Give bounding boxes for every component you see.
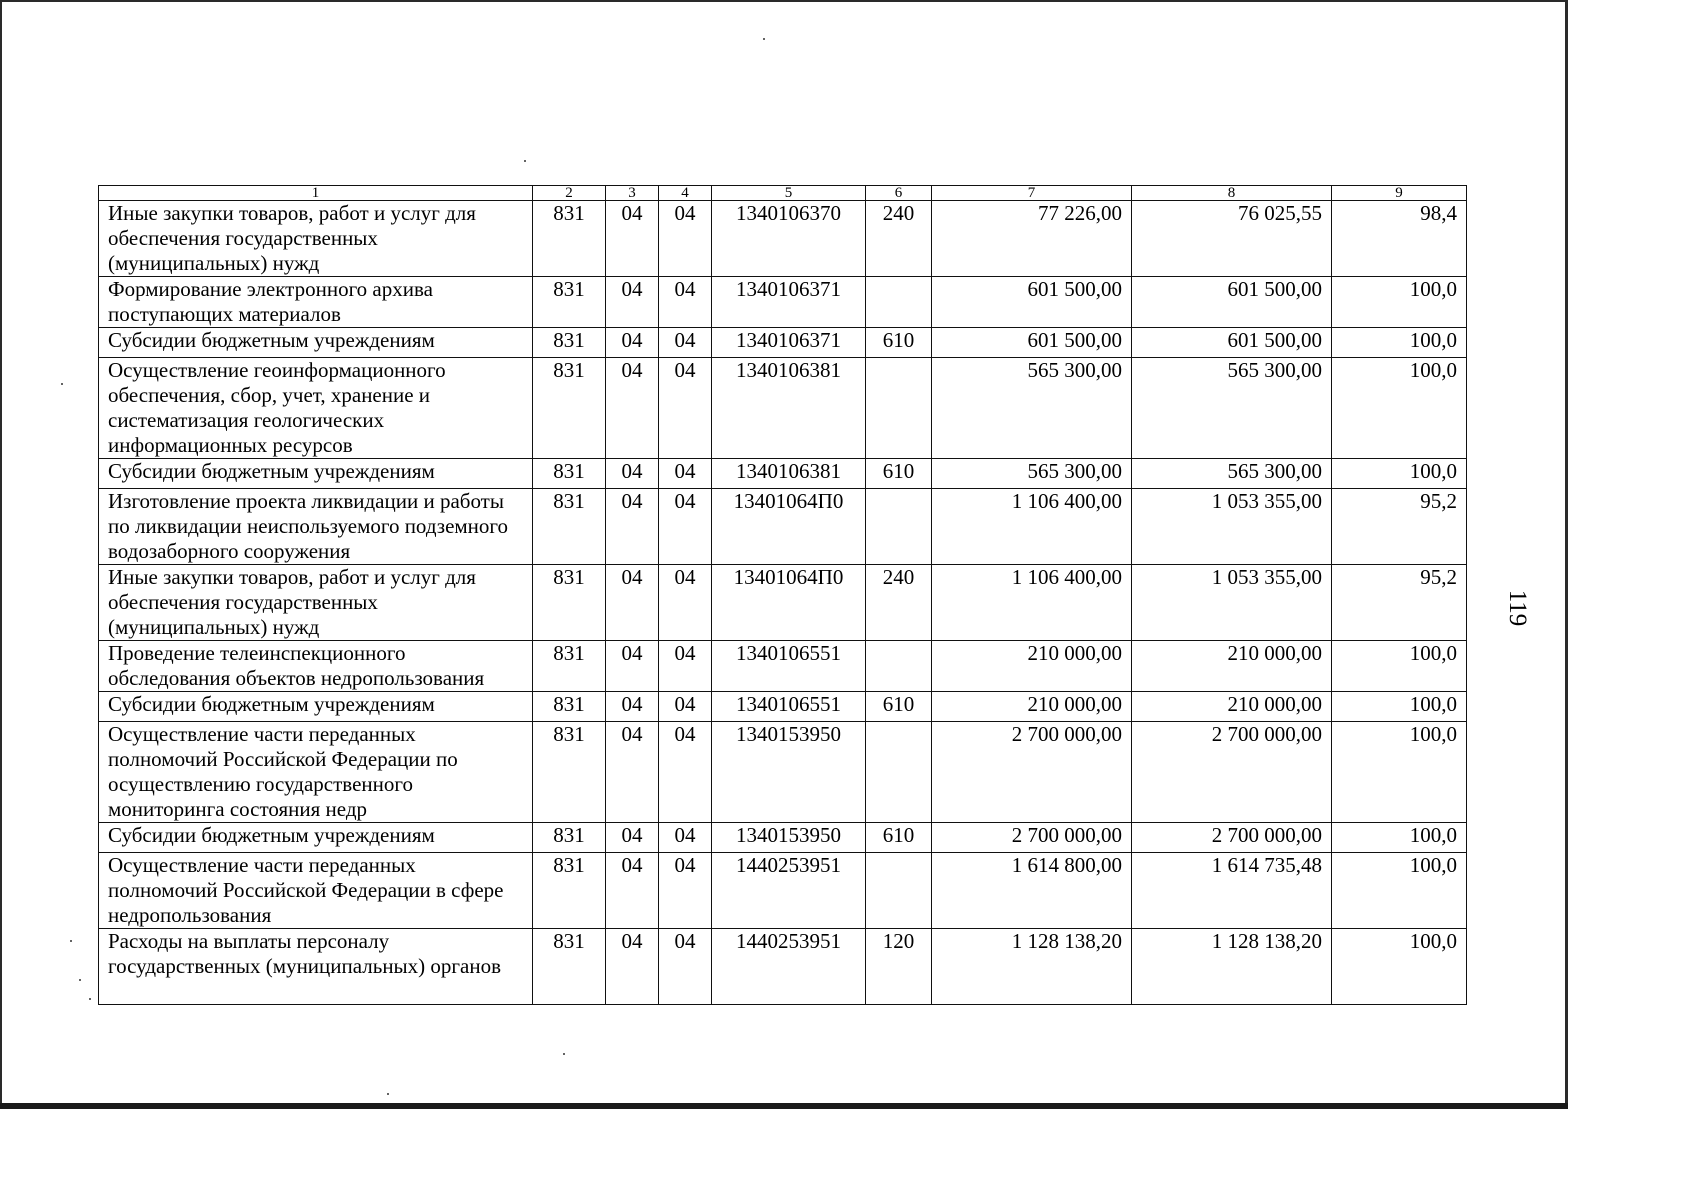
row-name: Иные закупки товаров, работ и услуг для обеспечения государственных (муниципальных) нужд xyxy=(99,565,533,641)
cell-col-6 xyxy=(866,277,932,328)
cell-col-7: 210 000,00 xyxy=(932,692,1132,722)
cell-col-6 xyxy=(866,722,932,823)
cell-col-2: 831 xyxy=(533,641,606,692)
cell-col-3: 04 xyxy=(606,459,659,489)
cell-col-7: 1 106 400,00 xyxy=(932,565,1132,641)
cell-col-3: 04 xyxy=(606,565,659,641)
cell-col-8: 601 500,00 xyxy=(1132,277,1332,328)
cell-col-6: 120 xyxy=(866,929,932,1005)
scan-speck xyxy=(524,160,526,162)
cell-col-5: 1340106551 xyxy=(712,692,866,722)
cell-col-4: 04 xyxy=(659,201,712,277)
column-number: 3 xyxy=(606,186,659,201)
row-name: Формирование электронного архива поступающих материалов xyxy=(99,277,533,328)
cell-col-5: 1440253951 xyxy=(712,853,866,929)
cell-col-5: 1440253951 xyxy=(712,929,866,1005)
column-number: 1 xyxy=(99,186,533,201)
cell-col-2: 831 xyxy=(533,565,606,641)
cell-col-9: 100,0 xyxy=(1332,641,1467,692)
scan-speck xyxy=(563,1053,565,1055)
cell-col-9: 95,2 xyxy=(1332,565,1467,641)
cell-col-5: 1340106370 xyxy=(712,201,866,277)
cell-col-3: 04 xyxy=(606,358,659,459)
cell-col-4: 04 xyxy=(659,328,712,358)
cell-col-4: 04 xyxy=(659,929,712,1005)
table-row xyxy=(99,277,1467,328)
cell-col-6: 240 xyxy=(866,201,932,277)
cell-col-5: 1340106371 xyxy=(712,277,866,328)
row-name: Субсидии бюджетным учреждениям xyxy=(99,823,533,853)
table-row xyxy=(99,358,1467,459)
cell-col-7: 565 300,00 xyxy=(932,358,1132,459)
cell-col-5: 1340106381 xyxy=(712,358,866,459)
cell-col-2: 831 xyxy=(533,853,606,929)
table-row xyxy=(99,692,1467,722)
cell-col-8: 76 025,55 xyxy=(1132,201,1332,277)
cell-col-3: 04 xyxy=(606,641,659,692)
cell-col-9: 100,0 xyxy=(1332,853,1467,929)
cell-col-5: 13401064П0 xyxy=(712,489,866,565)
cell-col-4: 04 xyxy=(659,853,712,929)
column-number: 8 xyxy=(1132,186,1332,201)
column-number: 4 xyxy=(659,186,712,201)
row-name: Осуществление геоинформационного обеспечения, сбор, учет, хранение и систематизация геологических информационных ресурсов xyxy=(99,358,533,459)
cell-col-8: 565 300,00 xyxy=(1132,358,1332,459)
cell-col-5: 1340106381 xyxy=(712,459,866,489)
cell-col-4: 04 xyxy=(659,358,712,459)
cell-col-4: 04 xyxy=(659,277,712,328)
cell-col-7: 2 700 000,00 xyxy=(932,722,1132,823)
cell-col-8: 601 500,00 xyxy=(1132,328,1332,358)
page-number: 119 xyxy=(1504,589,1531,627)
cell-col-3: 04 xyxy=(606,929,659,1005)
scan-border-bottom xyxy=(0,1103,1568,1109)
column-number: 6 xyxy=(866,186,932,201)
cell-col-3: 04 xyxy=(606,692,659,722)
cell-col-9: 100,0 xyxy=(1332,277,1467,328)
table-row xyxy=(99,565,1467,641)
row-name: Расходы на выплаты персоналу государственных (муниципальных) органов xyxy=(99,929,533,1005)
cell-col-2: 831 xyxy=(533,459,606,489)
cell-col-8: 2 700 000,00 xyxy=(1132,823,1332,853)
cell-col-3: 04 xyxy=(606,201,659,277)
cell-col-3: 04 xyxy=(606,328,659,358)
cell-col-2: 831 xyxy=(533,277,606,328)
cell-col-8: 1 128 138,20 xyxy=(1132,929,1332,1005)
cell-col-3: 04 xyxy=(606,853,659,929)
table-row xyxy=(99,328,1467,358)
cell-col-2: 831 xyxy=(533,328,606,358)
cell-col-8: 2 700 000,00 xyxy=(1132,722,1332,823)
row-name: Субсидии бюджетным учреждениям xyxy=(99,328,533,358)
cell-col-3: 04 xyxy=(606,823,659,853)
cell-col-9: 100,0 xyxy=(1332,722,1467,823)
table-row xyxy=(99,929,1467,1005)
cell-col-8: 1 614 735,48 xyxy=(1132,853,1332,929)
cell-col-9: 100,0 xyxy=(1332,929,1467,1005)
cell-col-6 xyxy=(866,358,932,459)
cell-col-9: 100,0 xyxy=(1332,692,1467,722)
row-name: Осуществление части переданных полномочий Российской Федерации по осуществлению государственного мониторинга состояния недр xyxy=(99,722,533,823)
row-name: Изготовление проекта ликвидации и работы по ликвидации неиспользуемого подземного водозаборного сооружения xyxy=(99,489,533,565)
cell-col-4: 04 xyxy=(659,823,712,853)
cell-col-7: 77 226,00 xyxy=(932,201,1132,277)
cell-col-9: 95,2 xyxy=(1332,489,1467,565)
column-number: 2 xyxy=(533,186,606,201)
cell-col-4: 04 xyxy=(659,692,712,722)
cell-col-5: 1340153950 xyxy=(712,722,866,823)
cell-col-8: 210 000,00 xyxy=(1132,641,1332,692)
cell-col-7: 1 128 138,20 xyxy=(932,929,1132,1005)
scan-speck xyxy=(79,979,81,981)
row-name: Осуществление части переданных полномочий Российской Федерации в сфере недропользования xyxy=(99,853,533,929)
table-row xyxy=(99,722,1467,823)
cell-col-6: 610 xyxy=(866,823,932,853)
cell-col-7: 601 500,00 xyxy=(932,277,1132,328)
cell-col-6: 240 xyxy=(866,565,932,641)
cell-col-9: 100,0 xyxy=(1332,328,1467,358)
cell-col-2: 831 xyxy=(533,489,606,565)
scan-speck xyxy=(763,38,765,40)
cell-col-8: 210 000,00 xyxy=(1132,692,1332,722)
cell-col-7: 1 614 800,00 xyxy=(932,853,1132,929)
cell-col-7: 2 700 000,00 xyxy=(932,823,1132,853)
cell-col-6: 610 xyxy=(866,459,932,489)
cell-col-7: 565 300,00 xyxy=(932,459,1132,489)
column-number-row xyxy=(99,186,1467,201)
cell-col-2: 831 xyxy=(533,692,606,722)
cell-col-8: 565 300,00 xyxy=(1132,459,1332,489)
row-name: Проведение телеинспекционного обследования объектов недропользования xyxy=(99,641,533,692)
table-row xyxy=(99,489,1467,565)
cell-col-2: 831 xyxy=(533,929,606,1005)
scan-speck xyxy=(70,940,72,942)
scan-speck xyxy=(61,383,63,385)
row-name: Субсидии бюджетным учреждениям xyxy=(99,459,533,489)
cell-col-7: 210 000,00 xyxy=(932,641,1132,692)
cell-col-8: 1 053 355,00 xyxy=(1132,489,1332,565)
cell-col-4: 04 xyxy=(659,722,712,823)
cell-col-6 xyxy=(866,853,932,929)
cell-col-5: 1340106551 xyxy=(712,641,866,692)
cell-col-5: 13401064П0 xyxy=(712,565,866,641)
cell-col-6: 610 xyxy=(866,692,932,722)
scan-speck xyxy=(387,1093,389,1095)
cell-col-9: 100,0 xyxy=(1332,823,1467,853)
scan-border-right xyxy=(1565,0,1568,1109)
cell-col-4: 04 xyxy=(659,459,712,489)
cell-col-4: 04 xyxy=(659,641,712,692)
cell-col-2: 831 xyxy=(533,722,606,823)
cell-col-9: 100,0 xyxy=(1332,459,1467,489)
cell-col-6 xyxy=(866,641,932,692)
cell-col-5: 1340106371 xyxy=(712,328,866,358)
table-row xyxy=(99,823,1467,853)
cell-col-4: 04 xyxy=(659,489,712,565)
cell-col-3: 04 xyxy=(606,489,659,565)
cell-col-2: 831 xyxy=(533,201,606,277)
cell-col-9: 98,4 xyxy=(1332,201,1467,277)
cell-col-6: 610 xyxy=(866,328,932,358)
cell-col-9: 100,0 xyxy=(1332,358,1467,459)
column-number: 7 xyxy=(932,186,1132,201)
scan-speck xyxy=(89,998,91,1000)
cell-col-8: 1 053 355,00 xyxy=(1132,565,1332,641)
row-name: Субсидии бюджетным учреждениям xyxy=(99,692,533,722)
table-row xyxy=(99,459,1467,489)
cell-col-2: 831 xyxy=(533,358,606,459)
table-row xyxy=(99,853,1467,929)
column-number: 9 xyxy=(1332,186,1467,201)
cell-col-4: 04 xyxy=(659,565,712,641)
scan-border-left xyxy=(0,0,2,1109)
cell-col-6 xyxy=(866,489,932,565)
row-name: Иные закупки товаров, работ и услуг для обеспечения государственных (муниципальных) нужд xyxy=(99,201,533,277)
cell-col-3: 04 xyxy=(606,277,659,328)
column-number: 5 xyxy=(712,186,866,201)
cell-col-5: 1340153950 xyxy=(712,823,866,853)
cell-col-3: 04 xyxy=(606,722,659,823)
cell-col-2: 831 xyxy=(533,823,606,853)
scan-border-top xyxy=(0,0,1568,2)
cell-col-7: 601 500,00 xyxy=(932,328,1132,358)
table-row xyxy=(99,201,1467,277)
cell-col-7: 1 106 400,00 xyxy=(932,489,1132,565)
budget-table xyxy=(98,185,1467,1005)
table-row xyxy=(99,641,1467,692)
